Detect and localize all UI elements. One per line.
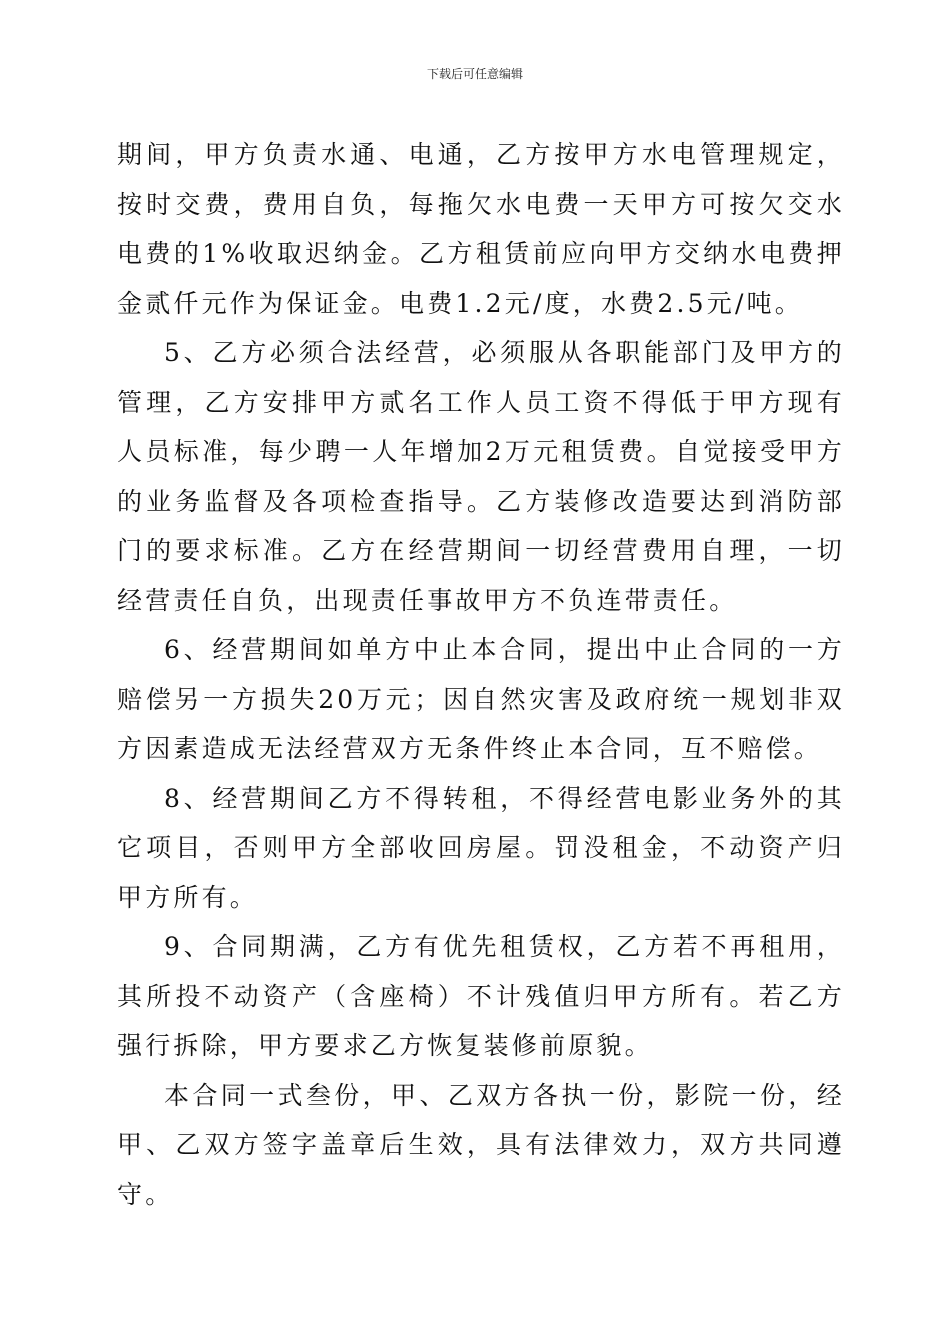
paragraph-clause-6: 6、经营期间如单方中止本合同，提出中止合同的一方赔偿另一方损失20万元；因自然灾害及政府统一规划非双方因素造成无法经营双方无条件终止本合同，互不赔偿。: [117, 635, 845, 763]
paragraph-clause-9: 9、合同期满，乙方有优先租赁权，乙方若不再租用，其所投不动资产（含座椅）不计残值归甲方所有。若乙方强行拆除，甲方要求乙方恢复装修前原貌。: [117, 932, 845, 1060]
paragraph-closing: 本合同一式叁份，甲、乙双方各执一份，影院一份，经甲、乙双方签字盖章后生效，具有法律效力，双方共同遵守。: [117, 1080, 845, 1209]
paragraph-clause-5: 5、乙方必须合法经营，必须服从各职能部门及甲方的管理，乙方安排甲方贰名工作人员工资不得低于甲方现有人员标准，每少聘一人年增加2万元租赁费。自觉接受甲方的业务监督及各项检查指导。乙方装修改造要达到消防部门的要求标准。乙方在经营期间一切经营费用自理，一切经营责任自负，出现责任事故甲方不负连带责任。: [117, 338, 845, 615]
page-header: 下载后可任意编辑: [426, 67, 523, 81]
contract-body: [117, 130, 845, 1219]
paragraph-clause-8: 8、经营期间乙方不得转租，不得经营电影业务外的其它项目，否则甲方全部收回房屋。罚没租金，不动资产归甲方所有。: [117, 783, 845, 912]
paragraph-utilities: 期间，甲方负责水通、电通，乙方按甲方水电管理规定，按时交费，费用自负，每拖欠水电费一天甲方可按欠交水电费的1%收取迟纳金。乙方租赁前应向甲方交纳水电费押金贰仟元作为保证金。电费1.2元/度，水费2.5元/吨。: [117, 140, 845, 318]
